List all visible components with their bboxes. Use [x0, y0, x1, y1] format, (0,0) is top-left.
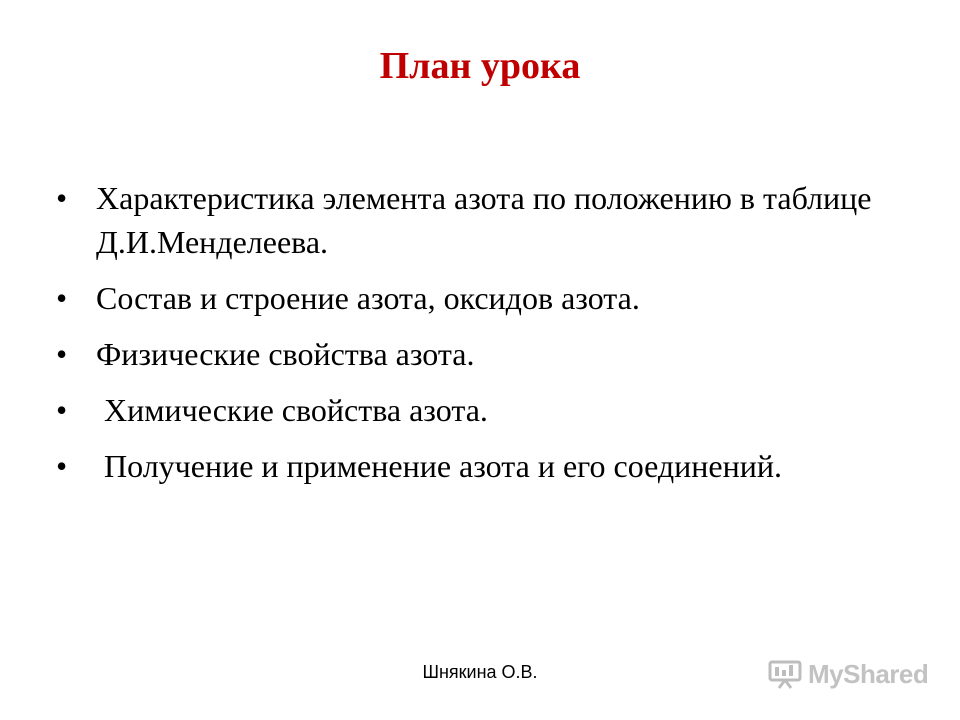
list-item: [56, 176, 916, 264]
list-item: [56, 332, 916, 376]
list-item: [56, 276, 916, 320]
bullet-dot: •: [56, 280, 68, 316]
myshared-logo[interactable]: [768, 654, 928, 694]
bullet-text: Характеристика элемента азота по положению в таблице Д.И.Менделеева.: [96, 180, 872, 260]
presentation-board-icon: [768, 659, 804, 689]
bullet-text: Получение и применение азота и его соединений.: [104, 448, 782, 484]
list-item: [56, 388, 916, 432]
list-item: [56, 444, 916, 488]
bullet-dot: •: [56, 336, 68, 372]
footer-author: Шнякина О.В.: [422, 662, 538, 682]
bullet-text: Физические свойства азота.: [96, 336, 475, 372]
slide-title: План урока: [379, 45, 581, 87]
bullet-dot: •: [56, 448, 68, 484]
bullet-dot: •: [56, 180, 68, 216]
bullet-dot: •: [56, 392, 68, 428]
bullet-list: [56, 176, 916, 500]
logo-text: MyShared: [808, 658, 929, 689]
bullet-text: Состав и строение азота, оксидов азота.: [96, 280, 640, 316]
bullet-text: Химические свойства азота.: [104, 392, 488, 428]
